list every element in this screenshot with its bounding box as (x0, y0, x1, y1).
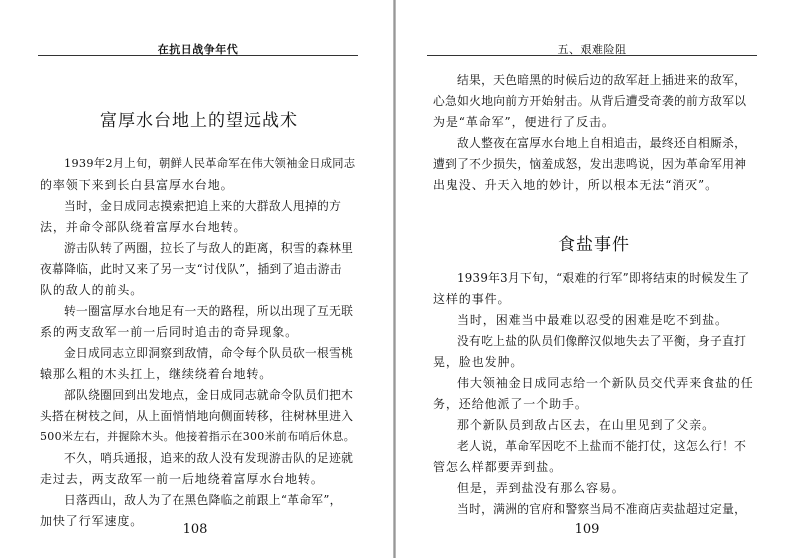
text-line: 法，并命令部队绕着富厚水台地转。 (40, 220, 247, 234)
text-line: 金日成同志立即洞察到敌情，命令每个队员砍一根雪桃 (64, 346, 354, 360)
text-line: 部队绕圈回到出发地点，金日成同志就命令队员们把木 (64, 388, 354, 402)
text-line: 伟大领袖金日成同志给一个新队员交代弄来食盐的任 (457, 376, 754, 390)
text-line: 辕那么粗的木头扛上，继续绕着台地转。 (40, 367, 273, 381)
text-line: 遭到了不少损失，恼羞成怒，发出悲鸣说，因为革命军用神 (433, 157, 747, 171)
text-line: 1939年2月上旬，朝鲜人民革命军在伟大领袖金日成同志 (64, 157, 356, 170)
right-page-number: 109 (574, 522, 600, 537)
text-line: 但是，弄到盐没有那么容易。 (457, 481, 625, 495)
left-header-rule (38, 55, 358, 56)
text-line: 这样的事件。 (433, 292, 511, 306)
section-title-telescope-tactic: 富厚水台地上的望远战术 (100, 111, 298, 131)
right-header-rule (427, 55, 757, 56)
text-line: 的率领下来到长白县富厚水台地。 (40, 178, 234, 192)
book-spine (393, 0, 396, 558)
right-running-head: 五、艰难险阻 (557, 43, 627, 56)
text-line: 当时，困难当中最难以忍受的困难是吃不到盐。 (457, 313, 728, 327)
text-line: 头搭在树枝之间，从上面悄悄地向侧面转移，往树林里进入 (40, 409, 354, 423)
text-line: 500米左右，并握除木头。他接着指示在300米前布哨后休息。 (40, 430, 355, 443)
text-line: 不久，哨兵通报，追来的敌人没有发现游击队的足迹就 (64, 451, 354, 465)
text-line: 队的敌人的前头。 (40, 283, 144, 297)
text-line: 那个新队员到敌占区去，在山里见到了父亲。 (457, 418, 716, 432)
left-page (0, 0, 392, 558)
left-running-head: 在抗日战争年代 (157, 43, 239, 56)
text-line: 转一圈富厚水台地足有一天的路程，所以出现了互无联 (64, 304, 354, 318)
text-line: 敌人整夜在富厚水台地上自相追击，最终还自相厮杀， (457, 136, 747, 150)
text-line: 夜幕降临，此时又来了另一支“讨伐队”，插到了追击游击 (40, 262, 342, 276)
text-line: 心急如火地向前方开始射击。从背后遭受奇袭的前方敌军以 (433, 94, 747, 108)
text-line: 没有吃上盐的队员们像醉汉似地失去了平衡，身子直打 (457, 334, 747, 348)
text-line: 游击队转了两圈，拉长了与敌人的距离，积雪的森林里 (64, 241, 354, 255)
text-line: 务，还给他派了一个助手。 (433, 397, 588, 411)
text-line: 结果，天色暗黑的时候后边的敌军赶上插进来的敌军， (457, 73, 747, 87)
text-line: 当时，满洲的官府和警察当局不准商店卖盐超过定量， (457, 502, 747, 516)
text-line: 出鬼没、升天入地的妙计，所以根本无法“消灭”。 (433, 178, 718, 192)
left-page-number: 108 (182, 522, 208, 537)
text-line: 1939年3月下旬，“艰难的行军”即将结束的时候发生了 (457, 271, 750, 285)
text-line: 加快了行军速度。 (40, 514, 144, 528)
text-line: 为是“革命军”，便进行了反击。 (433, 115, 615, 129)
right-page (397, 0, 787, 558)
text-line: 日落西山，敌人为了在黑色降临之前跟上“革命军”， (64, 493, 342, 507)
text-line: 系的两支敌军一前一后同时追击的奇异现象。 (40, 325, 299, 339)
text-line: 晃，脸也发肿。 (433, 355, 524, 369)
text-line: 老人说，革命军因吃不上盐而不能打仗，这怎么行！不 (457, 439, 747, 453)
text-line: 走过去，两支敌军一前一后地绕着富厚水台地转。 (40, 472, 324, 486)
section-title-salt-incident: 食盐事件 (558, 235, 630, 255)
text-line: 管怎么样都要弄到盐。 (433, 460, 563, 474)
text-line: 当时，金日成同志摸索把追上来的大群敌人甩掉的方 (64, 199, 342, 213)
